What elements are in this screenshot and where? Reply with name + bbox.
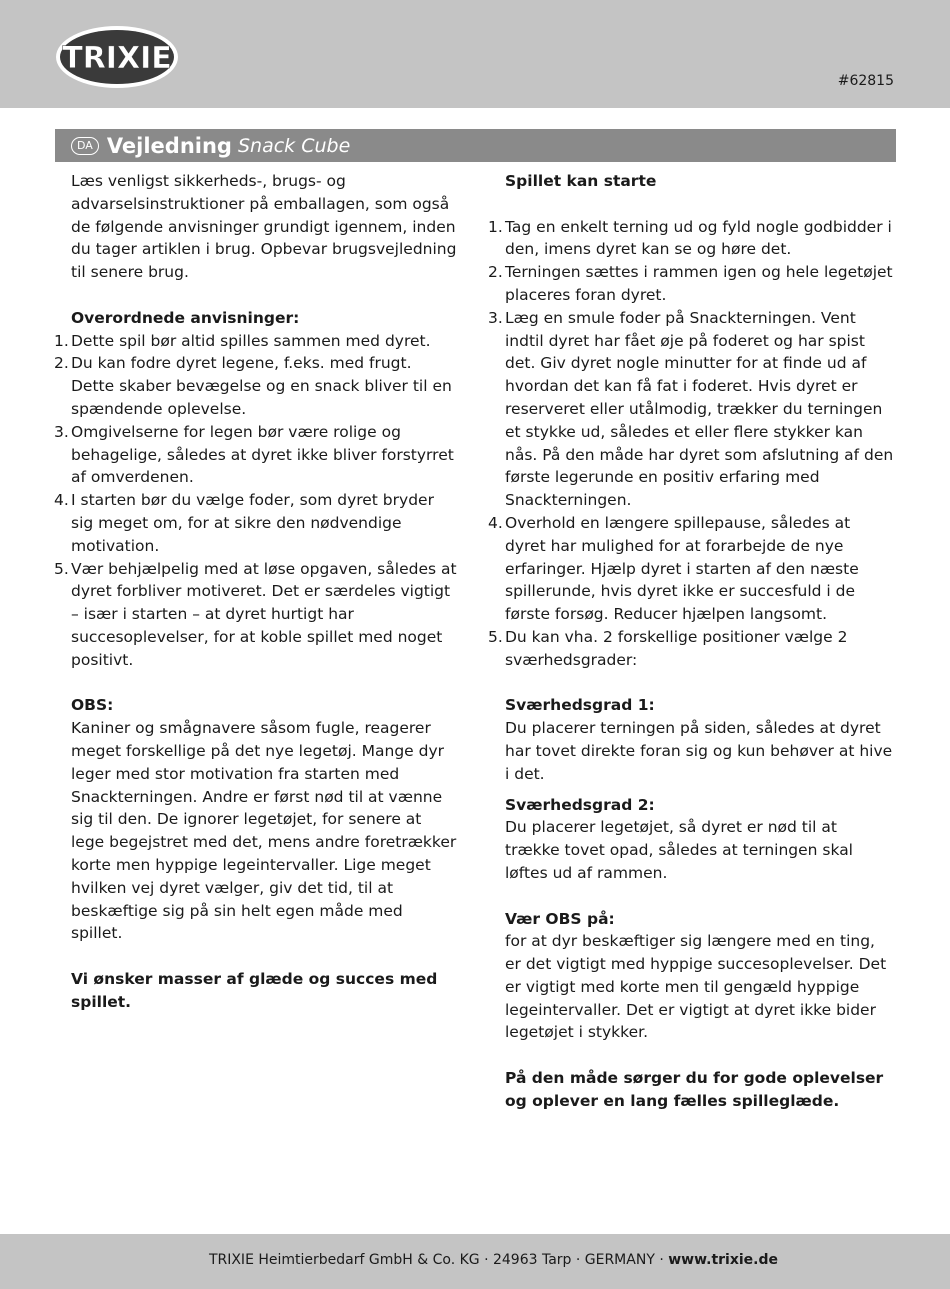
general-list [54,330,459,672]
list-item-number: 3. [54,422,69,441]
level2-heading: Sværhedsgrad 2: [505,795,655,814]
list-item-number: 1. [54,331,69,350]
list-item-text: Omgivelserne for legen bør være rolige og behagelige, således at dyret ikke bliver forstyrret af omverdenen. [71,422,454,487]
list-item [488,261,895,307]
level2-text: Du placerer legetøjet, så dyret er nød til at trække tovet opad, således at terningen skal løftes ud af rammen. [505,818,853,882]
header-bar [0,0,950,108]
footer-text [209,1252,778,1268]
level1-text: Du placerer terningen på siden, således at dyret har tovet direkte foran sig og kun behøver at hive i det. [505,719,893,783]
start-heading: Spillet kan starte [505,172,657,190]
list-item-number: 2. [488,263,503,282]
list-item [54,489,459,557]
level1-heading: Sværhedsgrad 1: [505,696,655,715]
list-item [54,352,459,420]
footer-bar [0,1234,950,1289]
attention-text: for at dyr beskæftiger sig længere med en ting, er det vigtigt med hyppige succesoplevelser. Det er vigtigt med korte men til gengæld hyppige legeintervaller. Det er vigtigt at dyret ikke bider legetøjet i stykker. [505,932,887,1042]
list-item-text: Du kan vha. 2 forskellige positioner vælge 2 sværhedsgrader: [505,627,848,669]
left-column [54,170,459,1013]
list-item [488,216,895,262]
list-item-number: 5. [488,627,503,646]
page-title: Vejledning [106,133,232,158]
list-item-text: Overhold en længere spillepause, således at dyret har mulighed for at forarbejde de nye erfaringer. Hjælp dyret i starten af den næste spillerunde, hvis dyret ikke er succesfuld i de første forsøg. Reducer hjælpen langsomt. [505,513,859,624]
list-item-text: Terningen sættes i rammen igen og hele legetøjet placeres foran dyret. [505,263,893,304]
svg-text:TRIXIE: TRIXIE [62,41,172,76]
list-item [54,558,459,672]
right-closing-text: På den måde sørger du for gode oplevelser og oplever en lang fælles spilleglæde. [505,1069,884,1110]
list-item-text: Du kan fodre dyret legene, f.eks. med frugt. Dette skaber bevægelse og en snack bliver til en spændende oplevelse. [71,354,452,418]
product-name: Snack Cube [237,134,351,157]
list-item [54,330,459,353]
list-item [488,512,895,626]
obs-text: Kaniner og smågnavere såsom fugle, reagerer meget forskellige på det nye legetøj. Mange dyr leger med stor motivation fra starten med Snackterningen. Andre er først nød til at vænne sig til den. De ignorer legetøjet, for senere at lege begejstret med det, mens andre foretrækker korte men hyppige legeintervaller. Lige meget hvilken vej dyret vælger, giv det tid, til at beskæftige sig på sin helt egen måde med spillet. [71,719,457,943]
list-item [488,307,895,512]
start-list [488,216,895,672]
list-item-text: Læg en smule foder på Snackterningen. Vent indtil dyret har fået øje på foderet og har spist det. Giv dyret nogle minutter for at finde ud af hvordan det kan få fat i foderet. Hvis dyret er reserveret eller utålmodig, trækker du terningen et stykke ud, således et eller flere stykker kan nås. På den måde har dyret som afslutning af den første legerunde en positiv erfaring med Snackterningen. [505,308,894,510]
list-item-number: 4. [488,513,503,532]
website-link[interactable]: www.trixie.de [668,1252,778,1268]
list-item [488,626,895,672]
right-column [488,170,895,1113]
trixie-logo [54,24,180,90]
intro-text: Læs venligst sikkerheds-, brugs- og advarselsinstruktioner på emballagen, som også de følgende anvisninger grundigt igennem, inden du tager artiklen i brug. Opbevar brugsvejledning til senere brug. [71,172,457,282]
language-badge: DA [71,137,99,155]
list-item-text: I starten bør du vælge foder, som dyret bryder sig meget om, for at sikre den nødvendige motivation. [71,491,434,555]
article-number: #62815 [837,73,894,89]
closing-text: Vi ønsker masser af glæde og succes med spillet. [71,969,438,1011]
list-item-number: 1. [488,217,503,236]
list-item-number: 2. [54,354,69,373]
list-item-text: Tag en enkelt terning ud og fyld nogle godbidder i den, imens dyret kan se og høre det. [505,217,892,259]
company-address: TRIXIE Heimtierbedarf GmbH & Co. KG · 24963 Tarp · GERMANY · [208,1252,669,1268]
list-item [54,421,459,489]
list-item-number: 3. [488,308,503,327]
list-item-text: Vær behjælpelig med at løse opgaven, således at dyret forbliver motiveret. Det er særdeles vigtigt – især i starten – at dyret hurtigt har succesoplevelser, for at koble spillet med noget positivt. [71,559,457,669]
obs-heading: OBS: [71,696,114,715]
title-bar [55,129,896,162]
list-item-text: Dette spil bør altid spilles sammen med dyret. [71,331,431,350]
general-heading: Overordnede anvisninger: [71,308,300,327]
attention-heading: Vær OBS på: [505,909,615,928]
list-item-number: 4. [54,491,69,510]
list-item-number: 5. [54,559,69,578]
